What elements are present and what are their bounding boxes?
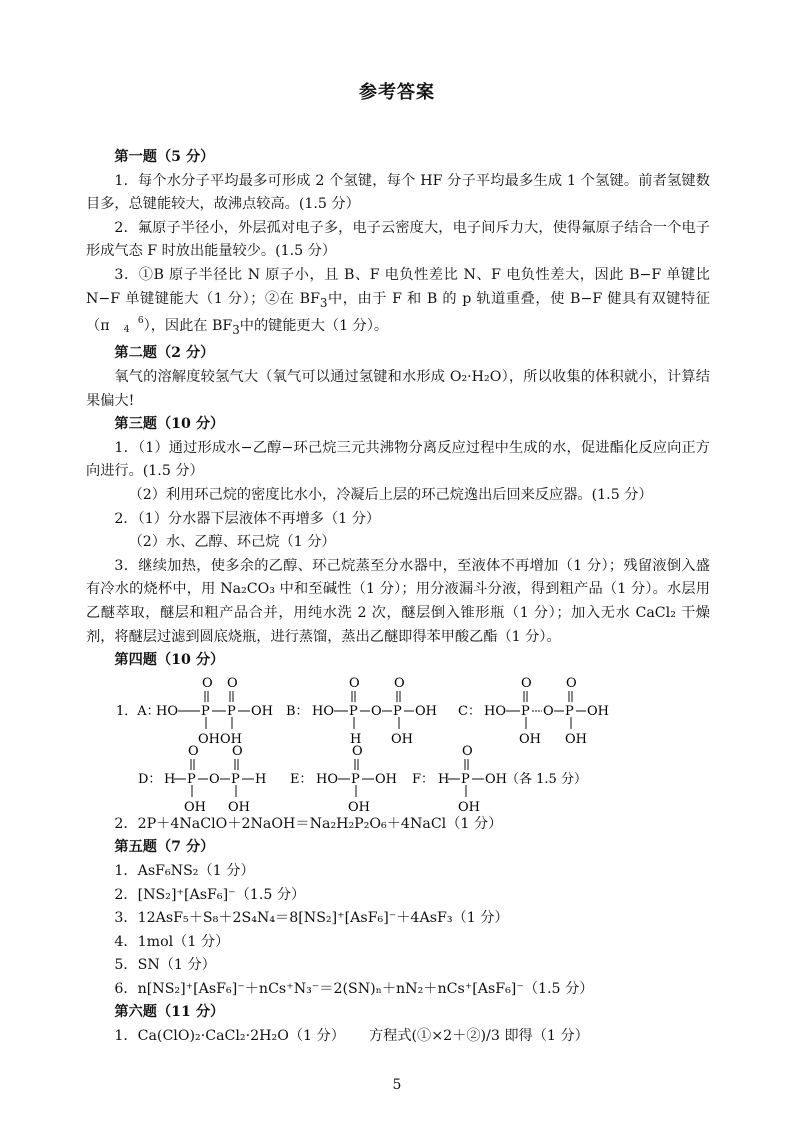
q6-method: 方程式(①×2＋②)/3 即得（1 分） — [368, 1028, 589, 1045]
d-p1: P — [187, 771, 196, 787]
q1-item1: 1．每个水分子平均最多可形成 2 个氢键，每个 HF 分子平均最多生成 1 个氢键。前者氢键数目多，总键能较大，故沸点较高。(1.5 分） — [86, 172, 710, 213]
a-o1: O — [202, 675, 213, 691]
structure-A — [156, 676, 273, 747]
structure-E — [316, 744, 397, 813]
c-o2: O — [566, 675, 577, 691]
c-o-bridge: O — [543, 703, 554, 719]
b-p2: P — [393, 703, 402, 719]
c-p1: P — [521, 703, 530, 719]
q1-item2: 2．氟原子半径小，外层孤对电子多，电子云密度大，电子间斥力大，使得氟原子结合一个电子形成气态 F 时放出能量较少。(1.5 分） — [86, 219, 710, 260]
c-oh: OH — [587, 703, 609, 719]
e-p: P — [351, 771, 360, 787]
structure-C — [484, 676, 609, 747]
pi-fraction — [110, 317, 144, 335]
f-oh-b: OH — [458, 799, 480, 813]
q3-line5: 3．继续加热，使多余的乙醇、环己烷蒸至分水器中，至液体不再增加（1 分）；残留液倒入盛有冷水的烧杯中，用 Na₂CO₃ 中和至碱性（1 分）；用分液漏斗分液，得到粗产品（1 分）。水层用乙醚萃取，醚层和粗产品合并，用纯水洗 2 次，醚层倒入锥形瓶（1 分）；加入无水 CaCl₂ 干燥剂，将醚层过滤到圆底烧瓶，进行蒸馏，蒸出乙醚即得苯甲酸乙酯（1 分）。 — [86, 557, 710, 645]
q1-sub-3b: 3 — [232, 322, 240, 337]
d-p2: P — [231, 771, 240, 787]
q4-heading: 第四题（10 分） — [114, 652, 225, 669]
d-o-bridge: O — [209, 771, 220, 787]
q5-heading: 第五题（7 分） — [114, 839, 215, 856]
b-o-bridge: O — [371, 703, 382, 719]
f-h: H — [438, 771, 450, 787]
d-h2: H — [255, 771, 267, 787]
d-oh-b: OH — [228, 799, 250, 813]
q5-line3: 3．12AsF₅＋S₈＋2S₄N₄＝8[NS₂]⁺[AsF₆]⁻＋4AsF₃（1 分） — [114, 910, 509, 927]
e-ho: HO — [316, 771, 338, 787]
a-oh: OH — [251, 703, 273, 719]
q5-line2: 2．[NS₂]⁺[AsF₆]⁻（1.5 分） — [114, 886, 306, 903]
q3-heading: 第三题（10 分） — [114, 416, 225, 433]
e-o: O — [352, 743, 363, 759]
a-ohoh: OHOH — [198, 731, 242, 747]
q6-line1 — [86, 1025, 710, 1049]
q4-equation: 2．2P＋4NaClO＋2NaOH＝Na₂H₂P₂O₆＋4NaCl（1 分） — [114, 815, 503, 832]
label-E: E： — [290, 771, 313, 787]
c-p2: P — [565, 703, 574, 719]
q5-line5: 5．SN（1 分） — [114, 957, 216, 974]
b-h: H — [350, 731, 362, 747]
b-oh2: OH — [391, 731, 413, 747]
answer-content — [86, 146, 710, 1049]
label-1A: 1．A： — [116, 703, 160, 719]
c-oh-a: OH — [519, 731, 541, 747]
q3-line4: （2）水、乙醇、环己烷（1 分） — [128, 534, 336, 551]
q1-item3-part2: 中，由于 F 和 B 的 p 轨道重叠，使 B−F 健具有双键特征（π — [86, 290, 710, 334]
structure-F — [438, 744, 507, 813]
e-oh: OH — [375, 771, 397, 787]
d-o2: O — [232, 743, 243, 759]
structure-D — [164, 744, 266, 813]
q1-heading: 第一题（5 分） — [114, 149, 215, 165]
d-oh-a: OH — [184, 799, 206, 813]
q5-line4: 4．1mol（1 分） — [114, 933, 230, 950]
q5-line1: 1．AsF₆NS₂（1 分） — [114, 862, 255, 879]
f-o: O — [462, 743, 473, 759]
q6-formula: 1．Ca(ClO)₂·CaCl₂·2H₂O（1 分） — [114, 1028, 345, 1045]
q2-heading: 第二题（2 分） — [114, 345, 215, 362]
label-D: D： — [138, 771, 162, 787]
b-o1: O — [349, 675, 360, 691]
page-number: 5 — [392, 1077, 402, 1093]
formula-svg — [86, 675, 710, 813]
b-oh: OH — [415, 703, 437, 719]
b-ho: HO — [312, 703, 334, 719]
q1-sub-3: 3 — [319, 295, 328, 310]
q1-item3 — [86, 264, 710, 342]
structural-formulas — [86, 675, 710, 813]
b-o2: O — [394, 675, 405, 691]
c-oh-b: OH — [565, 731, 587, 747]
c-ho: HO — [484, 703, 506, 719]
label-F: F： — [412, 771, 435, 787]
label-B: B： — [286, 703, 309, 719]
f-oh: OH — [485, 771, 507, 787]
page-title: 参考答案 — [359, 82, 435, 103]
d-h1: H — [164, 771, 176, 787]
q3-line1: 1．（1）通过形成水−乙醇−环己烷三元共沸物分离反应过程中生成的水，促进酯化反应向正方向进行。(1.5 分） — [86, 439, 710, 480]
q6-heading: 第六题（11 分） — [114, 1004, 225, 1021]
q5-line6: 6．n[NS₂]⁺[AsF₆]⁻＋nCs⁺N₃⁻＝2(SN)ₙ＋nN₂＋nCs⁺[AsF₆]⁻（1.5 分） — [114, 980, 594, 997]
c-o1: O — [521, 675, 532, 691]
d-o1: O — [188, 743, 199, 759]
e-oh-b: OH — [348, 799, 370, 813]
q1-item3-part1: 3．①B 原子半径比 N 原子小，且 B、F 电负性差比 N、F 电负性差大，因此 B−F 单键比 N−F 单键键能大（1 分）；②在 BF — [86, 266, 710, 307]
a-p2: P — [227, 703, 236, 719]
q3-line2: （2）利用环己烷的密度比水小，冷凝后上层的环己烷逸出后回来反应器。(1.5 分） — [128, 486, 653, 503]
q3-line3: 2．（1）分水器下层液体不再增多（1 分） — [114, 510, 381, 527]
each-score: （各 1.5 分） — [506, 771, 587, 787]
b-p1: P — [349, 703, 358, 719]
f-p: P — [461, 771, 470, 787]
structure-B — [312, 676, 437, 747]
a-p1: P — [201, 703, 210, 719]
q1-item3-part4: 中的键能更大（1 分）。 — [239, 317, 389, 334]
a-ho: HO — [156, 703, 178, 719]
pi-top: 6 — [137, 315, 144, 326]
a-o2: O — [227, 675, 238, 691]
q2-text: 氧气的溶解度较氢气大（氧气可以通过氢键和水形成 O₂·H₂O），所以收集的体积就小，计算结果偏大! — [86, 369, 710, 409]
pi-bottom: 4 — [123, 324, 130, 335]
label-C: C： — [458, 703, 481, 719]
q1-item3-part3: ），因此在 BF — [143, 317, 233, 334]
